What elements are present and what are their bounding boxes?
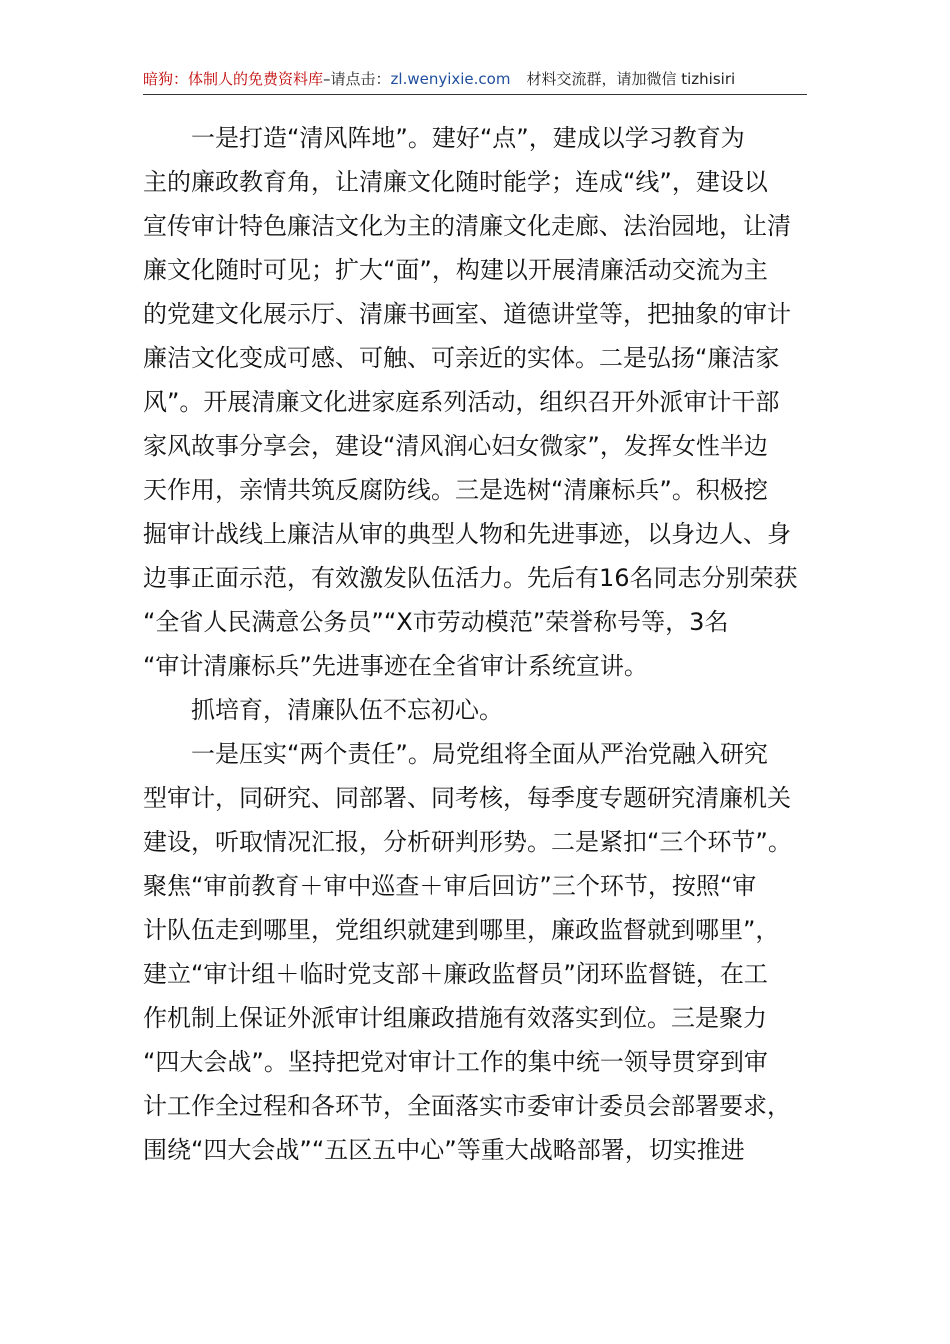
text-line: 作机制上保证外派审计组廉政措施有效落实到位。三是聚力 <box>143 1004 767 1032</box>
text-line: 建设，听取情况汇报，分析研判形势。二是紧扣“三个环节”。 <box>143 828 792 856</box>
text-line: 一是压实“两个责任”。局党组将全面从严治党融入研究 <box>191 740 768 768</box>
click-prompt: –请点击： <box>323 70 391 88</box>
text-line: 风”。开展清廉文化进家庭系列活动，组织召开外派审计干部 <box>143 388 780 416</box>
page-header <box>143 64 807 95</box>
section-heading <box>143 688 807 732</box>
site-link[interactable]: zl.wenyixie.com <box>390 70 511 88</box>
text-line: 一是打造“清风阵地”。建好“点”，建成以学习教育为 <box>191 124 745 152</box>
text-line: 边事正面示范，有效激发队伍活力。先后有16名同志分别荣获 <box>143 564 798 592</box>
text-line: 围绕“四大会战”“五区五中心”等重大战略部署，切实推进 <box>143 1136 745 1164</box>
text-line: 聚焦“审前教育＋审中巡查＋审后回访”三个环节，按照“审 <box>143 872 757 900</box>
text-line: 宣传审计特色廉洁文化为主的清廉文化走廊、法治园地，让清 <box>143 212 791 240</box>
text-line: 廉文化随时可见；扩大“面”，构建以开展清廉活动交流为主 <box>143 256 768 284</box>
text-line: 计工作全过程和各环节，全面落实市委审计委员会部署要求， <box>143 1092 791 1120</box>
brand-label: 暗狗：体制人的免费资料库 <box>143 70 324 88</box>
contact-info: 材料交流群，请加微信 tizhisiri <box>526 70 736 88</box>
text-line: “审计清廉标兵”先进事迹在全省审计系统宣讲。 <box>143 652 648 680</box>
text-line: 的党建文化展示厅、清廉书画室、道德讲堂等，把抽象的审计 <box>143 300 791 328</box>
text-line: 主的廉政教育角，让清廉文化随时能学；连成“线”，建设以 <box>143 168 768 196</box>
paragraph-2 <box>143 732 807 1172</box>
text-line: 廉洁文化变成可感、可触、可亲近的实体。二是弘扬“廉洁家 <box>143 344 780 372</box>
text-line: 型审计，同研究、同部署、同考核，每季度专题研究清廉机关 <box>143 784 791 812</box>
text-line: 掘审计战线上廉洁从审的典型人物和先进事迹，以身边人、身 <box>143 520 791 548</box>
text-line: 天作用，亲情共筑反腐防线。三是选树“清廉标兵”。积极挖 <box>143 476 768 504</box>
text-line: 计队伍走到哪里，党组织就建到哪里，廉政监督就到哪里”， <box>143 916 780 944</box>
text-line: “四大会战”。坚持把党对审计工作的集中统一领导贯穿到审 <box>143 1048 768 1076</box>
document-body <box>143 116 807 1172</box>
text-line: 建立“审计组＋临时党支部＋廉政监督员”闭环监督链，在工 <box>143 960 768 988</box>
text-line: 抓培育，清廉队伍不忘初心。 <box>191 696 503 724</box>
text-line: “全省人民满意公务员”“X市劳动模范”荣誉称号等，3名 <box>143 608 729 636</box>
paragraph-1 <box>143 116 807 688</box>
text-line: 家风故事分享会，建设“清风润心妇女微家”，发挥女性半边 <box>143 432 768 460</box>
